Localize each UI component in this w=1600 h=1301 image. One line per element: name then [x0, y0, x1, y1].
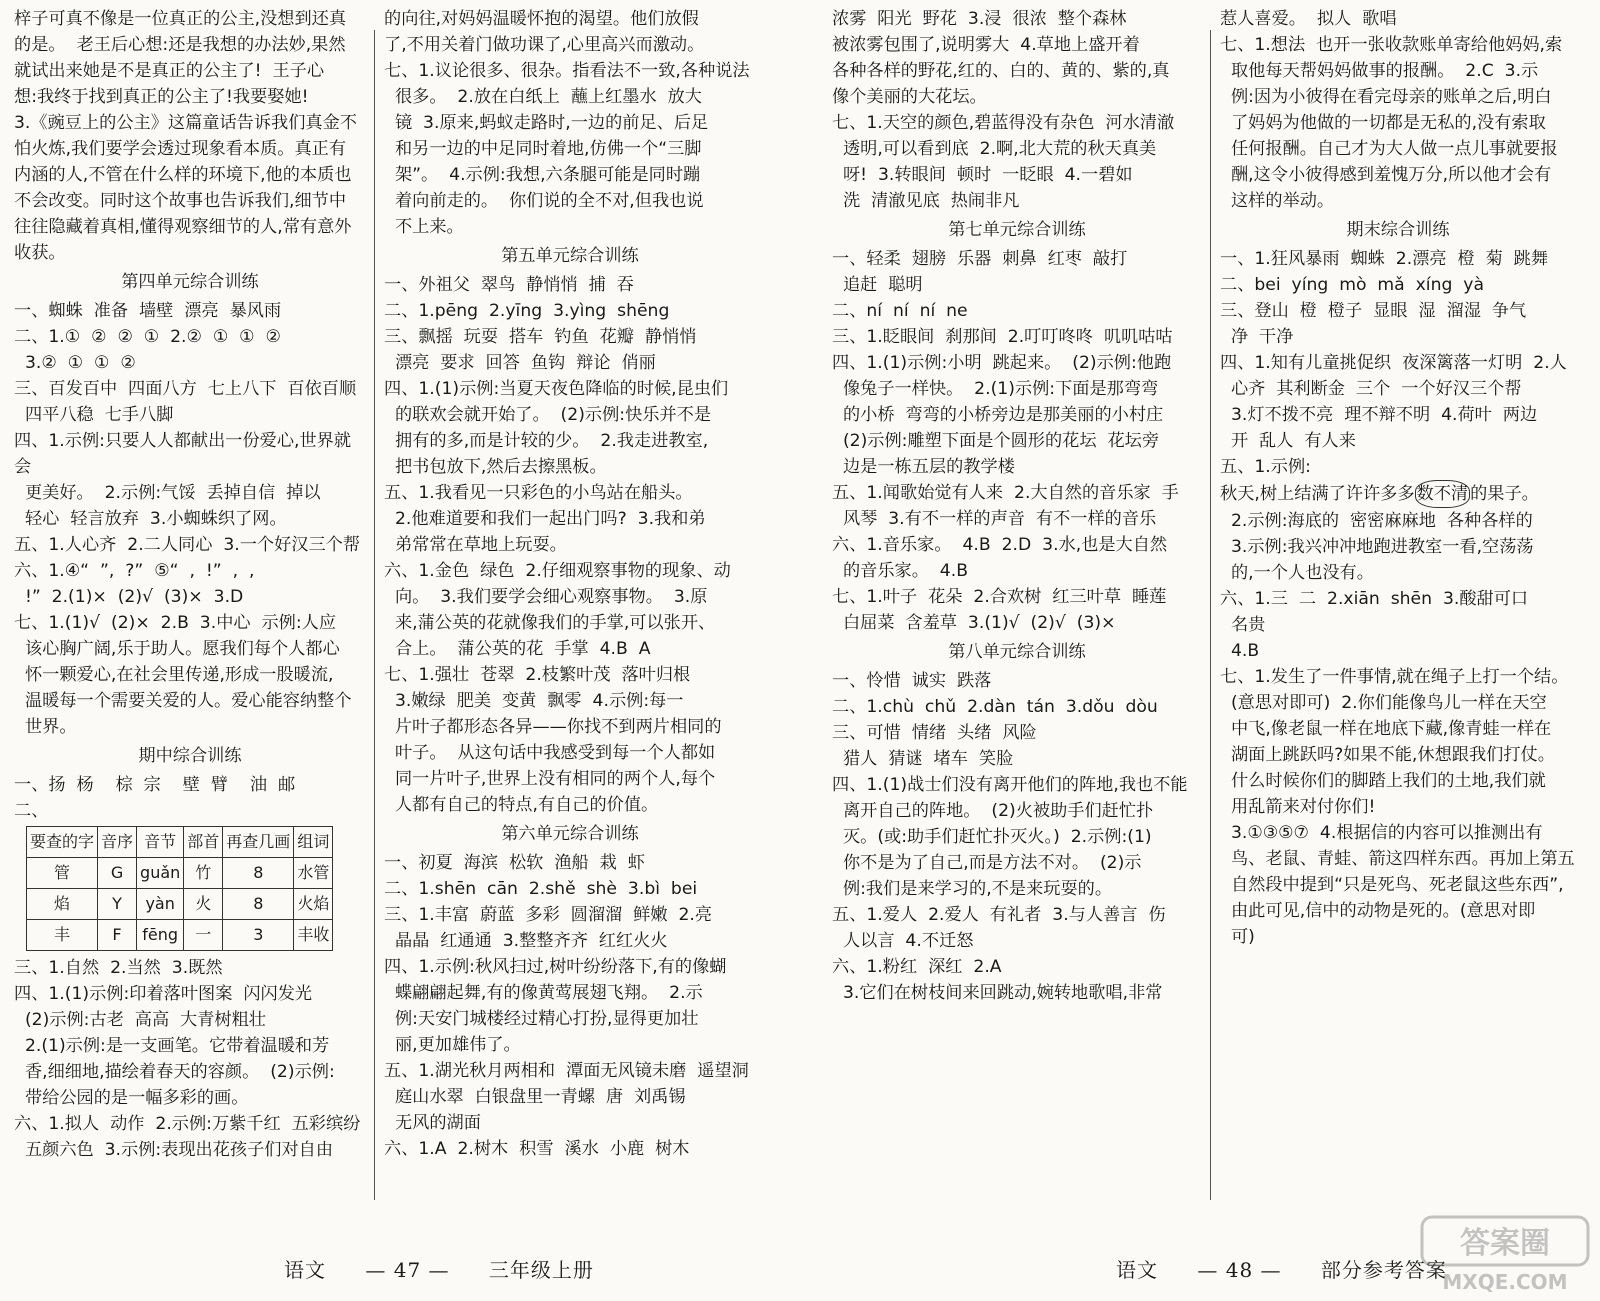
answer-line: 弟常常在草地上玩耍。 — [384, 535, 567, 555]
answer-line: 四、1.(1)示例:小明 跳起来。 (2)示例:他跑 — [832, 353, 1172, 373]
answer-line: 3.灯不拨不亮 理不辩不明 4.荷叶 两边 — [1220, 405, 1538, 425]
table-cell: fēng — [137, 920, 184, 951]
footer-grade: 三年级上册 — [488, 1258, 594, 1282]
answer-line: 你不是为了自己,而是方法不对。 (2)示 — [832, 853, 1142, 873]
answer-line: 人以言 4.不迁怒 — [832, 931, 974, 951]
answer-line: 惹人喜爱。 拟人 歌唱 — [1220, 9, 1397, 29]
footer-page-number: — 48 — — [1197, 1258, 1282, 1282]
answer-line: 3.② ① ① ② — [14, 353, 136, 373]
table-header-cell: 音节 — [137, 827, 184, 858]
answer-line: 2.示例:海底的 密密麻麻地 各种各样的 — [1220, 511, 1533, 531]
answer-line: 想:我终于找到真正的公主了!我要娶她! — [14, 87, 309, 107]
answer-line: 各种各样的野花,红的、白的、黄的、紫的,真 — [832, 61, 1170, 81]
answer-line: 七、1.想法 也开一张收款账单寄给他妈妈,索 — [1220, 35, 1563, 55]
answer-line: 轻心 轻言放弃 3.小蜘蛛织了网。 — [14, 509, 287, 529]
answer-line: 一、外祖父 翠鸟 静悄悄 捕 吞 — [384, 275, 634, 295]
right-column-1 — [832, 6, 1202, 1006]
answer-line: 架”。 4.示例:我想,六条腿可能是同时蹦 — [384, 165, 701, 185]
answer-line: 一、初夏 海滨 松软 渔船 栽 虾 — [384, 853, 645, 873]
answer-line: 二、 — [14, 801, 49, 821]
answer-line: 的,一个人也没有。 — [1220, 563, 1374, 583]
answer-line: 怕火炼,我们要学会透过现象看本质。真正有 — [14, 139, 347, 159]
table-header-cell: 要查的字 — [27, 827, 98, 858]
answer-line: 什么时候你们的脚踏上我们的土地,我们就 — [1220, 771, 1546, 791]
answer-line: 3.《豌豆上的公主》这篇童话告诉我们真金不 — [14, 113, 357, 133]
answer-line: 三、1.自然 2.当然 3.既然 — [14, 958, 223, 978]
table-header-cell: 再查几画 — [223, 827, 294, 858]
answer-line: 3.它们在树枝间来回跳动,婉转地歌唱,非常 — [832, 983, 1163, 1003]
answer-line: 追赶 聪明 — [832, 275, 923, 295]
answer-line: 二、1.chù chǔ 2.dàn tán 3.dǒu dòu — [832, 697, 1158, 717]
answer-line: 蝶翩翩起舞,有的像黄莺展翅飞翔。 2.示 — [384, 983, 703, 1003]
table-cell: 8 — [223, 858, 294, 889]
answer-line: 七、1.(1)√ (2)× 2.B 3.中心 示例:人应 — [14, 613, 337, 633]
section-heading: 第五单元综合训练 — [501, 246, 639, 266]
answer-line: 同一片叶子,世界上没有相同的两个人,每个 — [384, 769, 716, 789]
answer-line: 晶晶 红通通 3.整整齐齐 红红火火 — [384, 931, 668, 951]
answer-line: 不会改变。同时这个故事也告诉我们,细节中 — [14, 191, 347, 211]
answer-line: 香,细细地,描绘着春天的容颜。 (2)示例: — [14, 1062, 335, 1082]
table-cell: 8 — [223, 889, 294, 920]
answer-line: (2)示例:雕塑下面是个圆形的花坛 花坛旁 — [832, 431, 1160, 451]
answer-line: 透明,可以看到底 2.啊,北大荒的秋天真美 — [832, 139, 1157, 159]
answer-line: 2.(1)示例:是一支画笔。它带着温暖和芳 — [14, 1036, 330, 1056]
answer-line: 用乱箭来对付你们! — [1220, 797, 1376, 817]
answer-line: 3.示例:我兴冲冲地跑进教室一看,空荡荡 — [1220, 537, 1534, 557]
answer-line: 四、1.知有儿童挑促织 夜深篱落一灯明 2.人 — [1220, 353, 1567, 373]
answer-line: 漂亮 要求 回答 鱼钩 辩论 俏丽 — [384, 353, 656, 373]
answer-line: 酬,这令小彼得感到羞愧万分,所以他才会有 — [1220, 165, 1552, 185]
answer-line: 很多。 2.放在白纸上 蘸上红墨水 放大 — [384, 87, 702, 107]
answer-line: 四、1.(1)示例:印着落叶图案 闪闪发光 — [14, 984, 313, 1004]
answer-line: 片叶子都形态各异——你找不到两片相同的 — [384, 717, 722, 737]
right-footer — [1100, 1254, 1463, 1283]
svg-text:MXQE.COM: MXQE.COM — [1442, 1270, 1568, 1294]
answer-line: 例:天安门城楼经过精心打扮,显得更加壮 — [384, 1009, 699, 1029]
section-heading: 第八单元综合训练 — [948, 642, 1086, 662]
answer-line: (意思对即可) 2.你们能像鸟儿一样在天空 — [1220, 693, 1547, 713]
answer-line: 七、1.议论很多、很杂。指看法不一致,各种说法 — [384, 61, 750, 81]
section-heading: 第四单元综合训练 — [121, 272, 259, 292]
answer-line: 被浓雾包围了,说明雾大 4.草地上盛开着 — [832, 35, 1140, 55]
answer-line: 开 乱人 有人来 — [1220, 431, 1356, 451]
footer-page-number: — 47 — — [365, 1258, 450, 1282]
answer-line: 的是。 老王后心想:还是我想的办法妙,果然 — [14, 35, 346, 55]
answer-line: 三、百发百中 四面八方 七上八下 百依百顺 — [14, 379, 357, 399]
table-cell: Y — [98, 889, 137, 920]
table-cell: F — [98, 920, 137, 951]
answer-line: 七、1.天空的颜色,碧蓝得没有杂色 河水清澈 — [832, 113, 1175, 133]
answer-line: 温暖每一个需要关爱的人。爱心能容纳整个 — [14, 691, 352, 711]
answer-line: 取他每天帮妈妈做事的报酬。 2.C 3.示 — [1220, 61, 1539, 81]
watermark-logo — [1420, 1215, 1590, 1295]
section-heading: 第七单元综合训练 — [948, 220, 1086, 240]
answer-line: 六、1.粉红 深红 2.A — [832, 957, 1002, 977]
answer-line: 梓子可真不像是一位真正的公主,没想到还真 — [14, 9, 347, 29]
answer-line: 一、1.狂风暴雨 蜘蛛 2.漂亮 橙 菊 跳舞 — [1220, 249, 1549, 269]
answer-line: 更美好。 2.示例:气馁 丢掉自信 掉以 — [14, 483, 321, 503]
table-header-cell: 组词 — [294, 827, 333, 858]
answer-line: 的联欢会就开始了。 (2)示例:快乐并不是 — [384, 405, 712, 425]
answer-line: 净 干净 — [1220, 327, 1294, 347]
answer-line: 离开自己的阵地。 (2)火被助手们赶忙扑 — [832, 801, 1154, 821]
section-heading: 第六单元综合训练 — [501, 824, 639, 844]
answer-line: 七、1.强壮 苍翠 2.枝繁叶茂 落叶归根 — [384, 665, 691, 685]
right-column-2 — [1220, 6, 1576, 950]
answer-line: 该心胸广阔,乐于助人。愿我们每个人都心 — [14, 639, 340, 659]
table-cell: 丰收 — [294, 920, 333, 951]
answer-line-with-mark: 秋天,树上结满了许许多多 数不清 的果子。 — [1220, 480, 1576, 508]
answer-line: 洗 清澈见底 热闹非凡 — [832, 191, 1020, 211]
answer-line: 的音乐家。 4.B — [832, 561, 968, 581]
answer-line: 二、ní ní ní ne — [832, 301, 968, 321]
answer-line: 了妈妈为他做的一切都是无私的,没有索取 — [1220, 113, 1546, 133]
answer-line: 三、1.丰富 蔚蓝 多彩 圆溜溜 鲜嫩 2.亮 — [384, 905, 713, 925]
table-row — [27, 920, 333, 951]
answer-line: 一、轻柔 翅膀 乐器 刺鼻 红枣 敲打 — [832, 249, 1128, 269]
answer-line: 呀! 3.转眼间 顿时 一眨眼 4.一碧如 — [832, 165, 1133, 185]
left-footer — [268, 1254, 610, 1283]
answer-line: 浓雾 阳光 野花 3.浸 很浓 整个森林 — [832, 9, 1127, 29]
answer-line: 像个美丽的大花坛。 — [832, 87, 987, 107]
answer-line: 丽,更加雄伟了。 — [384, 1035, 521, 1055]
answer-line: 世界。 — [14, 717, 77, 737]
answer-line: 向。 3.我们要学会细心观察事物。 3.原 — [384, 587, 708, 607]
table-cell: 火 — [184, 889, 223, 920]
answer-line: 不上来。 — [384, 217, 464, 237]
table-row — [27, 858, 333, 889]
answer-line: 例:我们是来学习的,不是来玩耍的。 — [832, 879, 1113, 899]
answer-line: 六、1.音乐家。 4.B 2.D 3.水,也是大自然 — [832, 535, 1168, 555]
answer-line: 六、1.拟人 动作 2.示例:万紫千红 五彩缤纷 — [14, 1114, 361, 1134]
answer-line: 名贵 — [1220, 615, 1266, 635]
answer-line: 例:因为小彼得在看完母亲的账单之后,明白 — [1220, 87, 1552, 107]
left-column-2 — [384, 6, 756, 1162]
answer-line: 来,蒲公英的花就像我们的手掌,可以张开、 — [384, 613, 716, 633]
left-column-1 — [14, 6, 366, 1163]
table-cell: yàn — [137, 889, 184, 920]
table-cell: 竹 — [184, 858, 223, 889]
answer-line: 白屈菜 含羞草 3.(1)√ (2)√ (3)× — [832, 613, 1116, 633]
answer-line: 六、1.A 2.树木 积雪 溪水 小鹿 树木 — [384, 1139, 690, 1159]
answer-line: 中飞,像老鼠一样在地底下藏,像青蛙一样在 — [1220, 719, 1552, 739]
answer-line: 任何报酬。自己才为大人做一点儿事就要报 — [1220, 139, 1558, 159]
answer-line: 六、1.金色 绿色 2.仔细观察事物的现象、动 — [384, 561, 731, 581]
table-header-cell: 部首 — [184, 827, 223, 858]
answer-line: 猎人 猜谜 堵车 笑脸 — [832, 749, 1014, 769]
answer-line: 一、怜惜 诚实 跌落 — [832, 671, 992, 691]
answer-line: 二、bei yíng mò mǎ xíng yà — [1220, 275, 1485, 295]
answer-line: 三、可惜 情绪 头绪 风险 — [832, 723, 1037, 743]
answer-line: 的小桥 弯弯的小桥旁边是那美丽的小村庄 — [832, 405, 1164, 425]
answer-line: 这样的举动。 — [1220, 191, 1335, 211]
left-page — [0, 0, 780, 1301]
answer-line: 人都有自己的特点,有自己的价值。 — [384, 795, 659, 815]
answer-line: 四平八稳 七手八脚 — [14, 405, 174, 425]
answer-line: 往往隐藏着真相,懂得观察细节的人,常有意外 — [14, 217, 352, 237]
footer-subject: 语文 — [1116, 1258, 1158, 1282]
answer-line: 合上。 蒲公英的花 手掌 4.B A — [384, 639, 651, 659]
answer-line: 五、1.人心齐 2.二人同心 3.一个好汉三个帮 — [14, 535, 361, 555]
footer-subject: 语文 — [284, 1258, 326, 1282]
answer-line: 七、1.叶子 花朵 2.合欢树 红三叶草 睡莲 — [832, 587, 1167, 607]
answer-line: !” 2.(1)× (2)√ (3)× 3.D — [14, 587, 244, 607]
answer-line: 收获。 — [14, 243, 66, 263]
answer-line: 就试出来她是不是真正的公主了! 王子心 — [14, 61, 325, 81]
answer-line: 四、1.示例:只要人人都献出一份爱心,世界就会 — [14, 431, 352, 477]
answer-line: 五、1.示例: — [1220, 457, 1311, 477]
table-cell: 焰 — [27, 889, 98, 920]
answer-line: 湖面上跳跃吗?如果不能,休想跟我们打仗。 — [1220, 745, 1555, 765]
table-cell: 丰 — [27, 920, 98, 951]
answer-line: 镜 3.原来,蚂蚁走路时,一边的前足、后足 — [384, 113, 709, 133]
answer-line: 二、1.shēn cān 2.shě shè 3.bì bei — [384, 879, 698, 899]
section-heading: 期中综合训练 — [138, 746, 242, 766]
answer-line: 七、1.发生了一件事情,就在绳子上打一个结。 — [1220, 667, 1569, 687]
answer-line: 四、1.(1)示例:当夏天夜色降临的时候,昆虫们 — [384, 379, 729, 399]
answer-line: 边是一栋五层的教学楼 — [832, 457, 1015, 477]
answer-line: 着向前走的。 你们说的全不对,但我也说 — [384, 191, 704, 211]
answer-line: 3.①③⑤⑦ 4.根据信的内容可以推测出有 — [1220, 823, 1543, 843]
table-cell: 一 — [184, 920, 223, 951]
answer-line: 和另一边的中足同时着地,仿佛一个“三脚 — [384, 139, 702, 159]
answer-line: 的向往,对妈妈温暖怀抱的渴望。他们放假 — [384, 9, 699, 29]
answer-line: 把书包放下,然后去擦黑板。 — [384, 457, 607, 477]
answer-line: 五、1.湖光秋月两相和 潭面无风镜未磨 遥望洞 — [384, 1061, 749, 1081]
delete-mark: 数不清 — [1415, 480, 1471, 508]
svg-text:答案圈: 答案圈 — [1460, 1226, 1550, 1261]
answer-line: 五颜六色 3.示例:表现出花孩子们对自由 — [14, 1140, 334, 1160]
answer-line: 内涵的人,不管在什么样的环境下,他的本质也 — [14, 165, 352, 185]
column-divider — [374, 30, 375, 1200]
answer-line: 拥有的多,而是计较的少。 2.我走进教室, — [384, 431, 709, 451]
answer-line: 鸟、老鼠、青蛙、箭这四样东西。再加上第五 — [1220, 849, 1575, 869]
answer-line: 二、1.① ② ② ① 2.② ① ① ② — [14, 327, 281, 347]
table-cell: 管 — [27, 858, 98, 889]
answer-line: 三、1.眨眼间 刹那间 2.叮叮咚咚 叽叽咕咕 — [832, 327, 1173, 347]
answer-line: 灭。(或:助手们赶忙扑灭火。) 2.示例:(1) — [832, 827, 1152, 847]
answer-line: 三、飘摇 玩耍 搭车 钓鱼 花瓣 静悄悄 — [384, 327, 697, 347]
answer-line: 三、登山 橙 橙子 显眼 湿 溜湿 争气 — [1220, 301, 1527, 321]
answer-line: 五、1.我看见一只彩色的小鸟站在船头。 — [384, 483, 693, 503]
footer-section: 部分参考答案 — [1320, 1258, 1447, 1282]
section-heading: 期末综合训练 — [1346, 220, 1450, 240]
answer-line: 四、1.(1)战士们没有离开他们的阵地,我也不能 — [832, 775, 1188, 795]
answer-line: 怀一颗爱心,在社会里传递,形成一股暖流, — [14, 665, 334, 685]
answer-line: 像兔子一样快。 2.(1)示例:下面是那弯弯 — [832, 379, 1159, 399]
answer-line: 四、1.示例:秋风扫过,树叶纷纷落下,有的像蝴 — [384, 957, 727, 977]
answer-line: 由此可见,信中的动物是死的。(意思对即 — [1220, 901, 1536, 921]
table-cell: G — [98, 858, 137, 889]
table-row — [27, 889, 333, 920]
answer-line: 一、蜘蛛 准备 墙壁 漂亮 暴风雨 — [14, 301, 282, 321]
answer-line: 六、1.④“ ”, ?” ⑤“ , !” , , — [14, 561, 255, 581]
answer-line: 五、1.闻歌始觉有人来 2.大自然的音乐家 手 — [832, 483, 1179, 503]
column-divider — [1210, 30, 1211, 1200]
answer-line: 六、1.三 二 2.xiān shēn 3.酸甜可口 — [1220, 589, 1529, 609]
answer-line: 4.B — [1220, 641, 1260, 661]
answer-line: 二、1.pēng 2.yīng 3.yìng shēng — [384, 301, 670, 321]
answer-line: 2.他难道要和我们一起出门吗? 3.我和弟 — [384, 509, 706, 529]
answer-line: 风琴 3.有不一样的声音 有不一样的音乐 — [832, 509, 1157, 529]
answer-line: 叶子。 从这句话中我感受到每一个人都如 — [384, 743, 716, 763]
answer-line: (2)示例:古老 高高 大青树粗壮 — [14, 1010, 266, 1030]
dictionary-lookup-table — [26, 826, 333, 951]
answer-line: 一、扬 杨 棕 宗 壁 臂 油 邮 — [14, 775, 296, 795]
table-cell: 3 — [223, 920, 294, 951]
answer-line: 心齐 其利断金 三个 一个好汉三个帮 — [1220, 379, 1522, 399]
answer-line: 可) — [1220, 927, 1255, 947]
right-page — [820, 0, 1600, 1301]
answer-line: 了,不用关着门做功课了,心里高兴而激动。 — [384, 35, 705, 55]
answer-line: 无风的湖面 — [384, 1113, 481, 1133]
table-cell: 水管 — [294, 858, 333, 889]
answer-line: 带给公园的是一幅多彩的画。 — [14, 1088, 249, 1108]
answer-line: 3.嫩绿 肥美 变黄 飘零 4.示例:每一 — [384, 691, 684, 711]
answer-line: 庭山水翠 白银盘里一青螺 唐 刘禹锡 — [384, 1087, 686, 1107]
table-cell: guǎn — [137, 858, 184, 889]
table-cell: 火焰 — [294, 889, 333, 920]
answer-line: 五、1.爱人 2.爱人 有礼者 3.与人善言 伤 — [832, 905, 1166, 925]
answer-line: 自然段中提到“只是死鸟、死老鼠这些东西”, — [1220, 875, 1564, 895]
table-header-cell: 音序 — [98, 827, 137, 858]
